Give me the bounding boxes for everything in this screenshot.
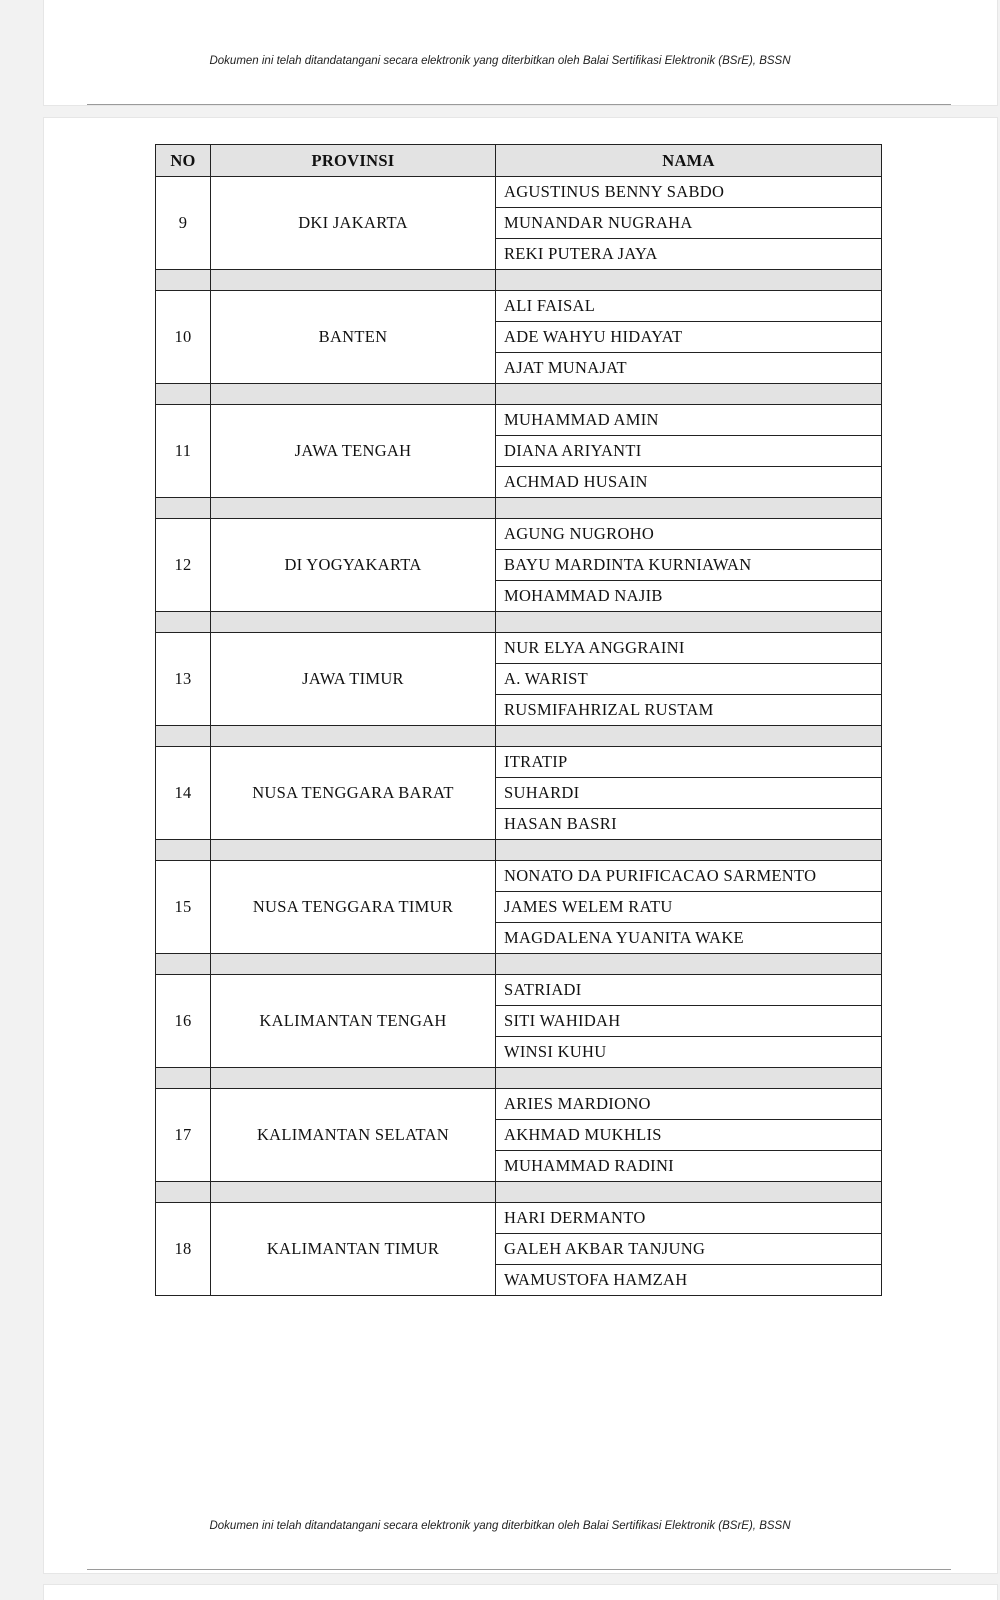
row-number: 10 [156,291,211,384]
name-cell: ADE WAHYU HIDAYAT [496,322,882,353]
name-cell: HASAN BASRI [496,809,882,840]
name-cell: ALI FAISAL [496,291,882,322]
name-cell: WAMUSTOFA HAMZAH [496,1265,882,1296]
province-cell: JAWA TIMUR [211,633,496,726]
name-cell: GALEH AKBAR TANJUNG [496,1234,882,1265]
row-number: 17 [156,1089,211,1182]
province-cell: NUSA TENGGARA BARAT [211,747,496,840]
table-row [156,519,882,550]
name-cell: ACHMAD HUSAIN [496,467,882,498]
previous-page [43,0,998,106]
table-row [156,291,882,322]
separator-cell [156,384,211,405]
name-cell: ITRATIP [496,747,882,778]
signature-note-bottom: Dokumen ini telah ditandatangani secara elektronik yang diterbitkan oleh Balai Sertifikasi Elektronik (BSrE), BSSN [209,1520,791,1532]
row-number: 13 [156,633,211,726]
separator-row [156,384,882,405]
province-cell: DKI JAKARTA [211,177,496,270]
separator-cell [496,384,882,405]
row-number: 14 [156,747,211,840]
name-cell: BAYU MARDINTA KURNIAWAN [496,550,882,581]
separator-cell [156,498,211,519]
separator-cell [211,498,496,519]
roster-table [155,144,882,1296]
name-cell: SITI WAHIDAH [496,1006,882,1037]
separator-row [156,954,882,975]
separator-cell [211,1182,496,1203]
signature-note-top: Dokumen ini telah ditandatangani secara elektronik yang diterbitkan oleh Balai Sertifikasi Elektronik (BSrE), BSSN [209,55,791,67]
separator-row [156,1182,882,1203]
page-divider-bottom [87,1569,951,1570]
table-row [156,405,882,436]
row-number: 11 [156,405,211,498]
province-cell: NUSA TENGGARA TIMUR [211,861,496,954]
name-cell: RUSMIFAHRIZAL RUSTAM [496,695,882,726]
row-number: 16 [156,975,211,1068]
separator-cell [496,498,882,519]
name-cell: MOHAMMAD NAJIB [496,581,882,612]
separator-cell [211,954,496,975]
name-cell: ARIES MARDIONO [496,1089,882,1120]
separator-cell [496,1068,882,1089]
row-number: 12 [156,519,211,612]
separator-cell [156,726,211,747]
separator-cell [211,1068,496,1089]
separator-cell [211,270,496,291]
province-cell: KALIMANTAN SELATAN [211,1089,496,1182]
separator-cell [496,726,882,747]
separator-cell [156,954,211,975]
name-cell: MUHAMMAD AMIN [496,405,882,436]
name-cell: SUHARDI [496,778,882,809]
name-cell: NUR ELYA ANGGRAINI [496,633,882,664]
name-cell: SATRIADI [496,975,882,1006]
separator-row [156,498,882,519]
table-body [156,177,882,1296]
province-cell: KALIMANTAN TIMUR [211,1203,496,1296]
name-cell: MUHAMMAD RADINI [496,1151,882,1182]
header-nama: NAMA [496,145,882,177]
province-cell: JAWA TENGAH [211,405,496,498]
separator-cell [496,1182,882,1203]
province-cell: BANTEN [211,291,496,384]
name-cell: WINSI KUHU [496,1037,882,1068]
separator-cell [211,384,496,405]
name-cell: JAMES WELEM RATU [496,892,882,923]
separator-cell [496,840,882,861]
province-cell: DI YOGYAKARTA [211,519,496,612]
table-row [156,633,882,664]
table-row [156,975,882,1006]
separator-row [156,270,882,291]
separator-row [156,840,882,861]
page-divider-top [87,104,951,105]
separator-cell [211,726,496,747]
table-row [156,1203,882,1234]
separator-row [156,726,882,747]
table-row [156,177,882,208]
separator-cell [156,840,211,861]
name-cell: A. WARIST [496,664,882,695]
separator-cell [211,612,496,633]
name-cell: AJAT MUNAJAT [496,353,882,384]
separator-cell [211,840,496,861]
separator-cell [156,612,211,633]
row-number: 15 [156,861,211,954]
table-row [156,861,882,892]
separator-cell [496,612,882,633]
province-cell: KALIMANTAN TENGAH [211,975,496,1068]
separator-cell [496,954,882,975]
row-number: 18 [156,1203,211,1296]
table-row [156,1089,882,1120]
row-number: 9 [156,177,211,270]
name-cell: AGUNG NUGROHO [496,519,882,550]
header-no: NO [156,145,211,177]
separator-cell [496,270,882,291]
name-cell: DIANA ARIYANTI [496,436,882,467]
separator-cell [156,1182,211,1203]
name-cell: HARI DERMANTO [496,1203,882,1234]
table-header-row [156,145,882,177]
separator-row [156,1068,882,1089]
name-cell: NONATO DA PURIFICACAO SARMENTO [496,861,882,892]
name-cell: REKI PUTERA JAYA [496,239,882,270]
separator-row [156,612,882,633]
name-cell: MAGDALENA YUANITA WAKE [496,923,882,954]
table-row [156,747,882,778]
separator-cell [156,1068,211,1089]
name-cell: AKHMAD MUKHLIS [496,1120,882,1151]
next-page [43,1584,998,1600]
name-cell: MUNANDAR NUGRAHA [496,208,882,239]
separator-cell [156,270,211,291]
name-cell: AGUSTINUS BENNY SABDO [496,177,882,208]
header-provinsi: PROVINSI [211,145,496,177]
